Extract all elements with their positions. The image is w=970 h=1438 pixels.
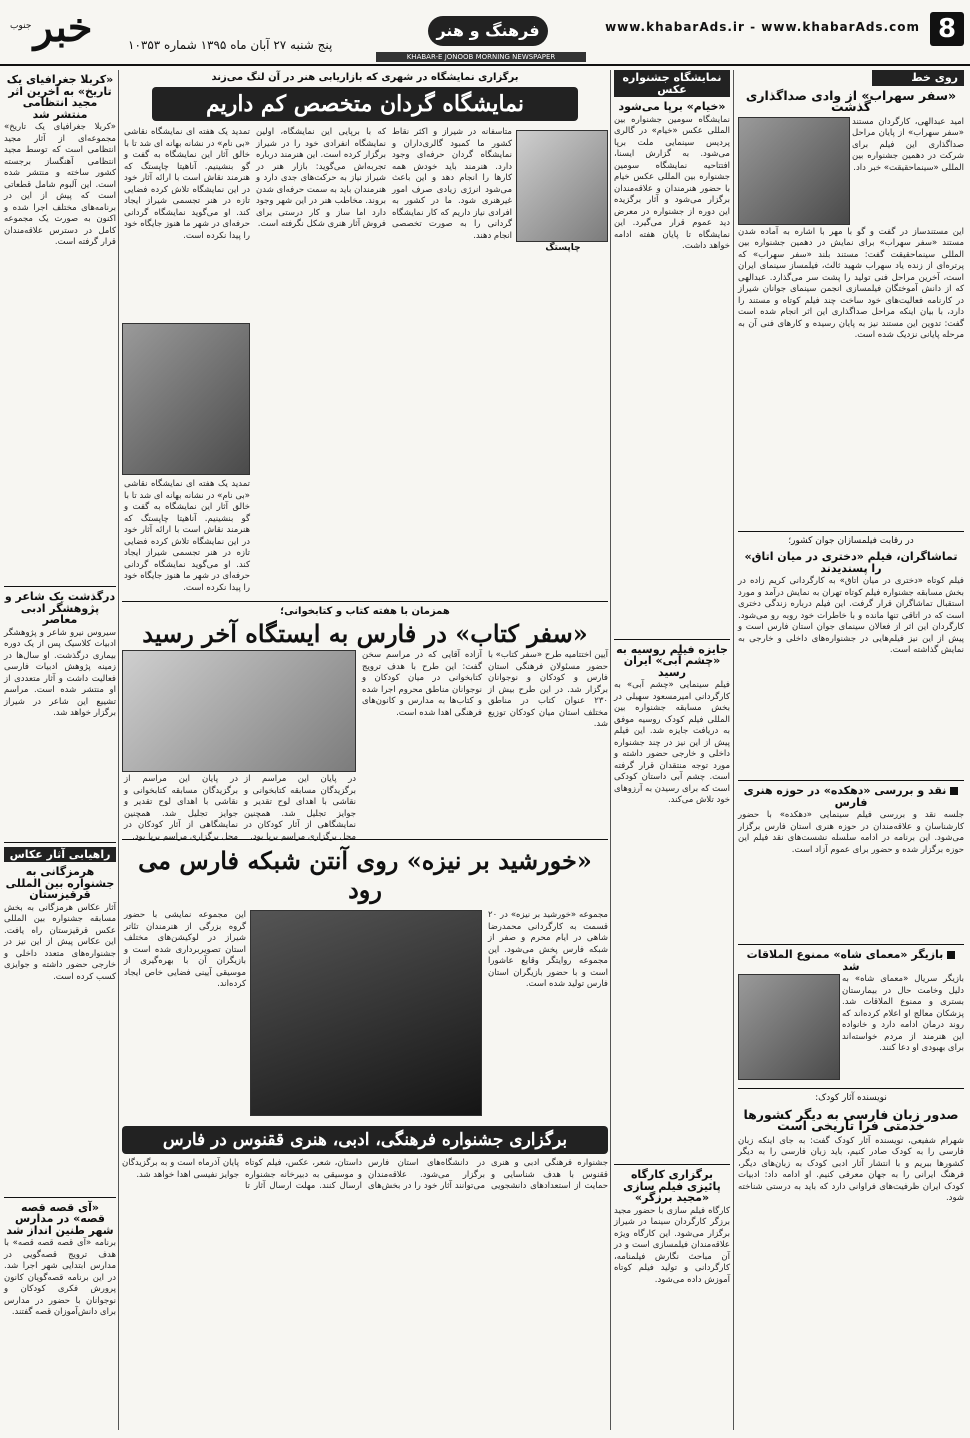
sub-headline: نویسنده آثار کودک:: [815, 1093, 887, 1103]
article-body: آیین اختتامیه طرح «سفر کتاب» با حضور مسئولان فرهنگی استان فارس و کودکان و نوجوانان برگزار شد. در این طرح بیش از ۲۳۰ عنوان کتاب در مناطق مختلف استان میان کودکان توزیع شد.: [488, 650, 608, 729]
photo-caption: چاپستگ: [545, 243, 581, 253]
article-body: تمدید یک هفته ای نمایشگاه نقاشی «بی نام» در نشانه بهانه ای شد تا با خالق آثار این نمایشگاه به گفت و گو بنشینیم. آناهیتا چاپستگ که هنرمند نقاش است با ارائه آثار خود در این نمایشگاه تلاش کرده فضایی تازه در هنر تجسمی شیراز ایجاد کند. او می‌گوید نمایشگاه گردانی حرفه‌ای در شهر ما هنوز جایگاه خود را پیدا نکرده است.: [124, 479, 250, 593]
article-headline[interactable]: برگزاری کارگاه پائیزی فیلم سازی «مجید برزگر»: [623, 1168, 721, 1204]
second-column: [614, 70, 730, 1430]
article-body: سیروس نیرو شاعر و پژوهشگر ادبیات کلاسیک پس از یک دوره بیماری درگذشت. او سال‌ها در زمینه پژوهش ادبیات فارسی فعالیت داشت و آثار متعددی از او منتشر شده است. مراسم تشییع این شاعر در شیراز برگزار خواهد شد.: [4, 627, 116, 718]
column-badge: نمایشگاه جشنواره عکس: [614, 70, 730, 97]
site-url[interactable]: www.khabarAds.ir - www.khabarAds.com: [605, 20, 920, 34]
article-body: مجموعه «خورشید بر نیزه» در ۲۰ قسمت به کارگردانی محمدرضا شاهی در ایام محرم و صفر از شبکه فارس پخش می‌شود. این مجموعه روایتگر وقایع عاشورا است و با حضور بازیگران استان فارس تولید شده است.: [488, 910, 608, 989]
gallery-photo: [122, 323, 250, 475]
article-headline[interactable]: «آی قصه قصه قصه» در مدارس شهر طنین انداز شد: [6, 1200, 114, 1237]
article-body: امید عبدالهی، کارگردان مستند «سفر سهراب» از پایان مراحل صداگذاری این فیلم برای شرکت در دهمین جشنواره بین المللی «سینماحقیقت» خبر داد.: [852, 116, 964, 173]
kicker: همزمان با هفته کتاب و کتابخوانی؛: [280, 606, 450, 617]
article-body: بازیگر سریال «معمای شاه» به دلیل وخامت حال در بیمارستان بستری و ممنوع الملاقات شد. پزشکان معالج او اعلام کرده‌اند که روند درمان ادامه دارد و خانواده این هنرمند از مردم خواسته‌اند برای بهبودی او دعا کنند.: [842, 974, 964, 1053]
article-body: برنامه «آی قصه قصه قصه» با هدف ترویج قصه‌گویی در مدارس ابتدایی شهر اجرا شد. در این برنامه قصه‌گویان کانون پرورش فکری کودکان و نوجوانان با حضور در مدارس برای دانش‌آموزان قصه گفتند.: [4, 1238, 116, 1317]
article-headline[interactable]: جایزه فیلم روسیه به «چشم آبی» ایران رسید: [616, 642, 728, 679]
book-headline[interactable]: «سفر کتاب» در فارس به ایستگاه آخر رسید: [142, 619, 588, 648]
festival-headline[interactable]: برگزاری جشنواره فرهنگی، ادبی، هنری ققنوس در فارس: [122, 1126, 608, 1154]
article-headline[interactable]: بازیگر «معمای شاه» ممنوع الملاقات شد: [738, 949, 964, 972]
article-headline[interactable]: درگذشت یک شاعر و پژوهشگر ادبی معاصر: [4, 590, 116, 626]
kicker: برگزاری نمایشگاه در شهری که بازاریابی هنر در آن لنگ می‌زند: [211, 72, 519, 83]
article-body: فیلم کوتاه «دختری در میان اتاق» به کارگردانی کریم زاده در بخش مسابقه جشنواره فیلم کوتاه تهران به نمایش درآمد و مورد استقبال تماشاگران قرار گرفت. این فیلم درباره زندگی دختری است که در اتاقی تنها مانده و با خاطرات خود روبه رو می‌شود. کارگردان این اثر از فعالان سینمای جوان استان فارس است و پیش از این نیز فیلم‌هایی در جشنواره‌های داخلی و خارجی به نمایش گذاشته است.: [738, 576, 964, 655]
dateline: پنج شنبه ۲۷ آبان ماه ۱۳۹۵ شماره ۱۰۳۵۳: [128, 38, 333, 52]
article-body: نمایشگاه سومین جشنواره بین المللی عکس «خیام» در گالری پردیس سینمایی ملت برپا می‌شود. به گزارش ایسنا، افتتاحیه نمایشگاه سومین جشنواره بین المللی عکس خیام با حضور هنرمندان و علاقه‌مندان برگزار می‌شود و آثار برگزیده این دوره از جشنواره در معرض دید عموم قرار می‌گیرد. این نمایشگاه تا پایان هفته ادامه خواهد داشت.: [614, 114, 730, 251]
paper-band: KHABAR-E JONOOB MORNING NEWSPAPER: [376, 52, 586, 62]
article-body: که با برپایی این نمایشگاه، اولین نمایشگاه انفرادی خود را در شیراز برگزار کرده است. این هنرمند درباره تجربه‌اش می‌گوید: بازار هنر در شیراز نیاز به حرکت‌های جدی دارد و هنرمندان باید به سمت حرفه‌ای شدن بروند. مخاطب هنر در این شهر وجود دارد اما ساز و کار درستی برای فروش آثار هنری شکل نگرفته است.: [256, 127, 386, 229]
portrait-photo: [738, 117, 850, 225]
article-body: آثار عکاس هرمزگانی به بخش مسابقه جشنواره بین المللی عکس قرقیزستان راه یافت. این عکاس پیش از این نیز در جشنواره‌های متعدد داخلی و خارجی حضور داشته و جوایزی کسب کرده است.: [4, 902, 116, 982]
main-area: [122, 68, 608, 1430]
article-headline[interactable]: نقد و بررسی «دهکده» در حوزه هنری فارس: [738, 785, 964, 808]
page-number: 8: [930, 12, 964, 46]
article-body: «کربلا جغرافیای یک تاریخ» مجموعه‌ای از آثار مجید انتظامی است که توسط مجید انتظامی آهنگساز برجسته کشور ساخته و منتشر شده است. این آلبوم شامل قطعاتی است که پیش از این در برنامه‌های مختلف اجرا شده و اکنون به صورت یک مجموعه کامل در دسترس علاقه‌مندان قرار گرفته است.: [4, 122, 116, 247]
right-column: [738, 70, 964, 1430]
left-column: [4, 70, 116, 1430]
rooye-khat-badge: روی خط: [872, 70, 964, 86]
article-body: این مجموعه نمایشی با حضور گروه بزرگی از هنرمندان تئاتر شیراز در لوکیشن‌های مختلف استان تصویربرداری شده است و بازیگران آن با بهره‌گیری از موسیقی آیینی فضایی خاص ایجاد کرده‌اند.: [124, 910, 246, 989]
article-headline[interactable]: صدور زبان فارسی به دیگر کشورها خدمتی فرا تاریخی است: [743, 1106, 959, 1133]
article-body: فیلم سینمایی «چشم آبی» به کارگردانی امیرمسعود سهیلی در بخش مسابقه جشنواره بین المللی فیلم کودک روسیه موفق به دریافت جایزه شد. این فیلم پیش از این نیز در چند جشنواره داخلی و خارجی حضور داشته و مورد توجه منتقدان قرار گرفته است. چشم آبی داستان کودکی است که برای رسیدن به آرزوهای خود تلاش می‌کند.: [614, 680, 730, 805]
column-badge: راهیابی آثار عکاس: [4, 847, 116, 863]
masthead: [0, 0, 970, 66]
article-headline[interactable]: «خیام» برپا می‌شود: [618, 100, 726, 113]
article-body: جشنواره فرهنگی ادبی و هنری ققنوس با هدف شناسایی و حمایت از استعدادهای دانشجویی در دانشگاه‌های استان فارس برگزار می‌شود. علاقه‌مندان می‌توانند آثار خود را در بخش‌های داستان، شعر، عکس، فیلم کوتاه و موسیقی به دبیرخانه جشنواره ارسال کنند. مهلت ارسال آثار تا پایان آذرماه است و به برگزیدگان جوایز نفیسی اهدا خواهد شد.: [122, 1158, 608, 1191]
article-body: متاسفانه در شیراز و اکثر نقاط کشور ما کمبود گالری‌داران و نمایشگاه گردان حرفه‌ای وجود دارد. هنرمند باید خودش همه کارها را انجام دهد و این باعث می‌شود انرژی زیادی صرف امور غیرهنری شود. ما در کشور به افرادی نیاز داریم که کار نمایشگاه گردانی را به صورت تخصصی انجام دهند.: [392, 127, 512, 241]
ceremony-photo: [122, 650, 356, 772]
article-headline[interactable]: هرمزگانی به جشنواره بین المللی قرقیزستان: [5, 865, 115, 901]
article-headline[interactable]: تماشاگران، فیلم «دختری در میان اتاق» را پسندیدند: [744, 550, 958, 575]
sub-headline: در رقابت فیلمسازان جوان کشور؛: [788, 535, 914, 546]
newspaper-logo: خبر جنوب: [10, 4, 93, 51]
article-body: این مستندساز در گفت و گو با مهر با اشاره به آماده شدن مستند «سفر سهراب» برای نمایش در دهمین جشنواره بین المللی سینماحقیقت گفت: مستند بلند «سفر سهراب» که پرتره‌ای از زنده یاد سهراب شهید ثالث، فیلمساز سینمای ایران است، آخرین مراحل فنی تولید را پشت سر می‌گذارد. عبدالهی که از دانش آموختگان فیلمسازی انجمن سینمای جوانان شیراز در کارنامه فعالیت‌های خود ساخت چند فیلم کوتاه و مستند را دارد، با بیان اینکه مراحل صداگذاری این اثر انجام شده است گفت: تدوین این مستند نیز به پایان رسیده و کارهای فنی آن به مرحله پایانی نزدیک شده است.: [738, 226, 964, 340]
tv-series-headline[interactable]: «خورشید بر نیزه» روی آنتن شبکه فارس می رود: [138, 846, 592, 904]
article-body: در پایان این مراسم از برگزیدگان مسابقه کتابخوانی و نقاشی با اهدای لوح تقدیر و جوایز تجلیل شد. همچنین نمایشگاهی از آثار کودکان در محل برگزاری مراسم برپا بود.: [244, 774, 356, 842]
actor-photo: [738, 974, 840, 1080]
column-divider: [733, 70, 734, 1430]
main-headline[interactable]: نمایشگاه گردان متخصص کم داریم: [152, 87, 578, 121]
article-body: تمدید یک هفته ای نمایشگاه نقاشی «بی نام» در نشانه بهانه ای شد تا با خالق آثار این نمایشگاه به گفت و گو بنشینیم. آناهیتا چاپستگ که هنرمند نقاش است با ارائه آثار خود در این نمایشگاه تلاش کرده فضایی تازه در هنر تجسمی شیراز ایجاد کند. او می‌گوید نمایشگاه گردانی حرفه‌ای در شهر ما هنوز جایگاه خود را پیدا نکرده است.: [124, 127, 250, 241]
column-divider: [118, 70, 119, 1430]
article-body: آزاده آقایی که در مراسم سخن گفت: این طرح با هدف ترویج کتابخوانی در میان کودکان و نوجوانان مناطق محروم اجرا شده و کتاب‌ها به مدارس و کانون‌های فرهنگی اهدا شده است.: [362, 650, 482, 718]
column-divider: [610, 70, 611, 1430]
article-body: شهرام شفیعی، نویسنده آثار کودک گفت: به جای اینکه زبان فارسی را به کودک صادر کنیم، باید زبان فارسی را به دیگر کشورها ببریم و با انتشار آثار ادبی کودک به زبان‌های دیگر، فرهنگ ایرانی را به جهان معرفی کنیم. او ادامه داد: ادبیات کودک ایران ظرفیت‌های فراوانی دارد که باید به درستی شناخته شود.: [738, 1135, 964, 1203]
article-body: جلسه نقد و بررسی فیلم سینمایی «دهکده» با حضور کارشناسان و علاقه‌مندان در حوزه هنری استان فارس برگزار می‌شود. این برنامه در ادامه سلسله نشست‌های نقد فیلم این حوزه برگزار شده و حضور برای عموم آزاد است.: [738, 810, 964, 855]
article-body: در پایان این مراسم از برگزیدگان مسابقه کتابخوانی و نقاشی با اهدای لوح تقدیر و جوایز تجلیل شد. همچنین نمایشگاهی از آثار کودکان در محل برگزاری مراسم برپا بود.: [124, 774, 238, 842]
series-photo: [250, 910, 482, 1116]
article-body: کارگاه فیلم سازی با حضور مجید برزگر کارگردان سینما در شیراز برگزار می‌شود. این کارگاه ویژه علاقه‌مندان فیلمسازی است و در آن مباحث نگارش فیلمنامه، کارگردانی و تولید فیلم کوتاه آموزش داده می‌شود.: [614, 1205, 730, 1285]
artist-portrait: [516, 130, 608, 242]
article-headline[interactable]: «کربلا جغرافیای یک تاریخ» به آخرین اثر مجید انتظامی منتشر شد: [6, 73, 114, 121]
section-title: فرهنگ و هنر: [428, 16, 548, 46]
article-headline[interactable]: «سفر سهراب» از وادی صداگذاری گذشت: [745, 87, 957, 114]
